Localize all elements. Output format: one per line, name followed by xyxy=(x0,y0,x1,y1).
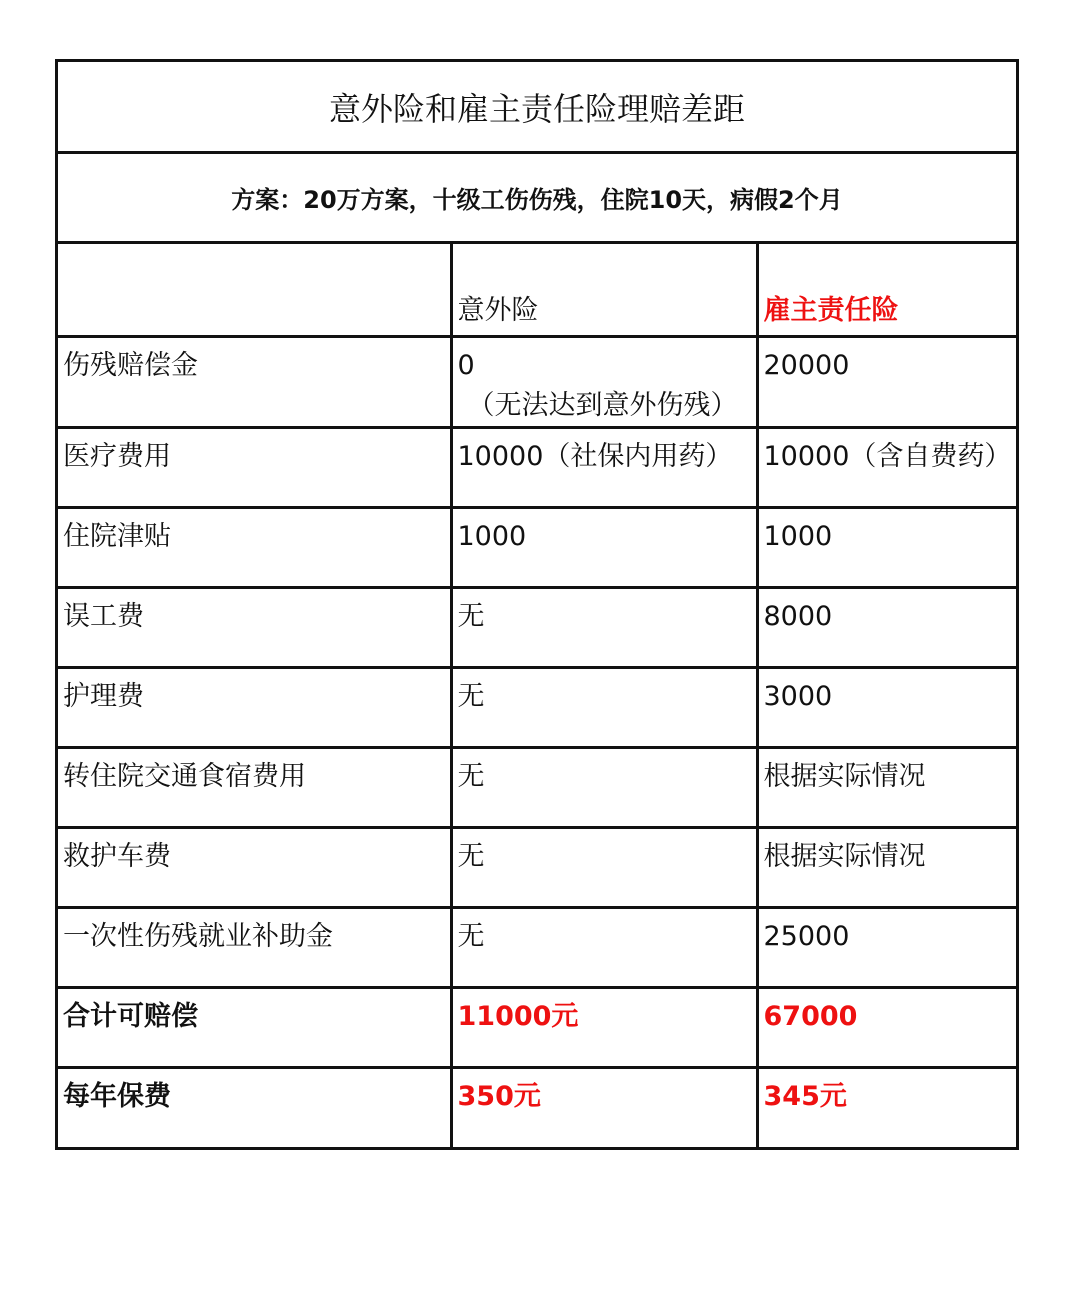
table-row xyxy=(58,587,1016,667)
row-item: 一次性伤残就业补助金 xyxy=(58,907,451,987)
row-item: 护理费 xyxy=(58,667,451,747)
table-row xyxy=(58,827,1016,907)
row-employer: 3000 xyxy=(757,667,1016,747)
row-employer: 根据实际情况 xyxy=(757,827,1016,907)
table-row xyxy=(58,336,1016,427)
table-row xyxy=(58,907,1016,987)
row-accident: 无 xyxy=(451,587,757,667)
header-employer: 雇主责任险 xyxy=(757,244,1016,336)
premium-accident: 350元 xyxy=(451,1067,757,1147)
premium-employer: 345元 xyxy=(757,1067,1016,1147)
total-accident: 11000元 xyxy=(451,987,757,1067)
row-accident: 无 xyxy=(451,907,757,987)
table-row xyxy=(58,427,1016,507)
row-accident xyxy=(451,336,757,427)
row-accident: 无 xyxy=(451,827,757,907)
row-employer: 根据实际情况 xyxy=(757,747,1016,827)
table-row xyxy=(58,507,1016,587)
row-accident: 无 xyxy=(451,667,757,747)
row-employer: 25000 xyxy=(757,907,1016,987)
row-item: 救护车费 xyxy=(58,827,451,907)
row-item: 住院津贴 xyxy=(58,507,451,587)
premium-label: 每年保费 xyxy=(58,1067,451,1147)
row-accident: 1000 xyxy=(451,507,757,587)
comparison-sheet xyxy=(55,59,1019,1150)
row-employer: 20000 xyxy=(757,336,1016,427)
row-employer: 8000 xyxy=(757,587,1016,667)
total-row xyxy=(58,987,1016,1067)
table-row xyxy=(58,667,1016,747)
row-employer: 10000（含自费药） xyxy=(757,427,1016,507)
row-accident-value: 0 xyxy=(457,349,475,381)
row-accident: 10000（社保内用药） xyxy=(451,427,757,507)
total-label: 合计可赔偿 xyxy=(58,987,451,1067)
row-employer: 1000 xyxy=(757,507,1016,587)
scenario-subtitle: 方案：20万方案，十级工伤伤残，住院10天，病假2个月 xyxy=(58,154,1016,244)
header-accident: 意外险 xyxy=(451,244,757,336)
premium-row xyxy=(58,1067,1016,1147)
row-accident: 无 xyxy=(451,747,757,827)
row-item: 伤残赔偿金 xyxy=(58,336,451,427)
header-row xyxy=(58,244,1016,336)
row-accident-note: （无法达到意外伤残） xyxy=(467,389,738,421)
header-item xyxy=(58,244,451,336)
table-row xyxy=(58,747,1016,827)
table-title: 意外险和雇主责任险理赔差距 xyxy=(58,62,1016,154)
row-item: 误工费 xyxy=(58,587,451,667)
comparison-table xyxy=(58,244,1016,1147)
row-item: 医疗费用 xyxy=(58,427,451,507)
total-employer: 67000 xyxy=(757,987,1016,1067)
row-item: 转住院交通食宿费用 xyxy=(58,747,451,827)
